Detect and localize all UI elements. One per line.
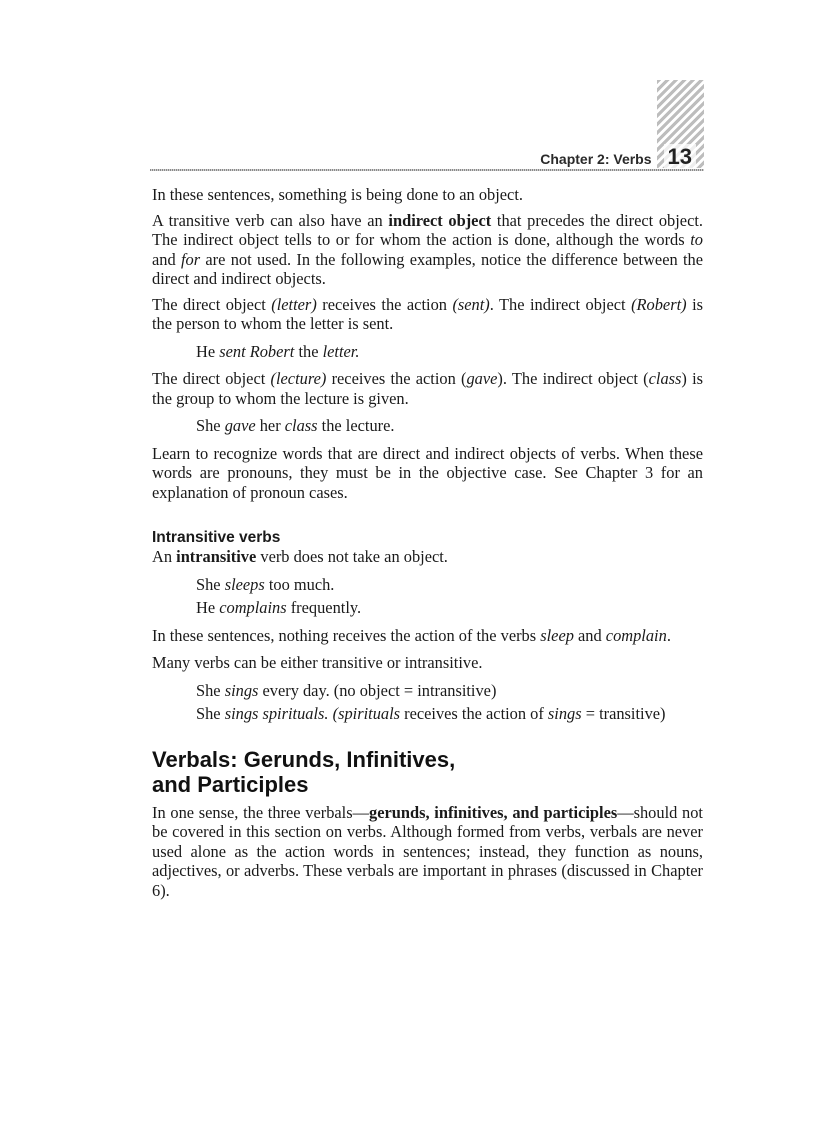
example-sentence: She sings every day. (no object = intransitive) (196, 680, 497, 700)
subheading-intransitive: Intransitive verbs (152, 529, 281, 546)
example-sentence: He complains frequently. (196, 598, 362, 617)
example-sentence: She gave her class the lecture. (196, 416, 395, 435)
paragraph-pronoun-case: Learn to recognize words that are direct and indirect objects of verbs. When these words are pronouns, they must be in the objective case. See Chapter 3 for an explanation of pronoun cases. (152, 443, 703, 502)
example-sentence: He sent Robert the letter. (196, 341, 360, 361)
running-head (150, 145, 704, 169)
example-sentence: She sleeps too much. (196, 574, 335, 594)
paragraph-verbals: In one sense, the three verbals—gerunds, infinitives, and participles—should not be covered in this section on verbs. Although formed from verbs, verbals are never used alone as the action words in sentences; instead, they function as nouns, adjectives, or adverbs. These verbals are important in phrases (discussed in Chapter 6). (152, 802, 703, 900)
paragraph: Many verbs can be either transitive or intransitive. (152, 653, 483, 672)
example-sentence: She sings spirituals. (spirituals receives the action of sings = transitive) (196, 704, 666, 723)
paragraph-no-action: In these sentences, nothing receives the action of the verbs sleep and complain. (152, 625, 671, 645)
page-body (152, 185, 703, 900)
paragraph-letter-example: The direct object (letter) receives the action (sent). The indirect object (Robert) is the person to whom the letter is sent. (152, 294, 703, 333)
paragraph-lecture-example: The direct object (lecture) receives the action (gave). The indirect object (class) is the group to whom the lecture is given. (152, 369, 704, 408)
section-heading-verbals: Verbals: Gerunds, Infinitives, and Participles (152, 746, 456, 797)
paragraph: In these sentences, something is being done to an object. (152, 185, 523, 204)
paragraph-indirect-object: A transitive verb can also have an indirect object that precedes the direct object. The indirect object tells to or for whom the action is done, although the words to and for are not used. In the following examples, notice the difference between the direct and indirect objects. (152, 210, 704, 288)
paragraph-intransitive-definition: An intransitive verb does not take an object. (152, 547, 448, 566)
header-rule (150, 169, 704, 171)
chapter-label: Chapter 2: Verbs (540, 151, 652, 167)
page-number: 13 (664, 144, 696, 170)
